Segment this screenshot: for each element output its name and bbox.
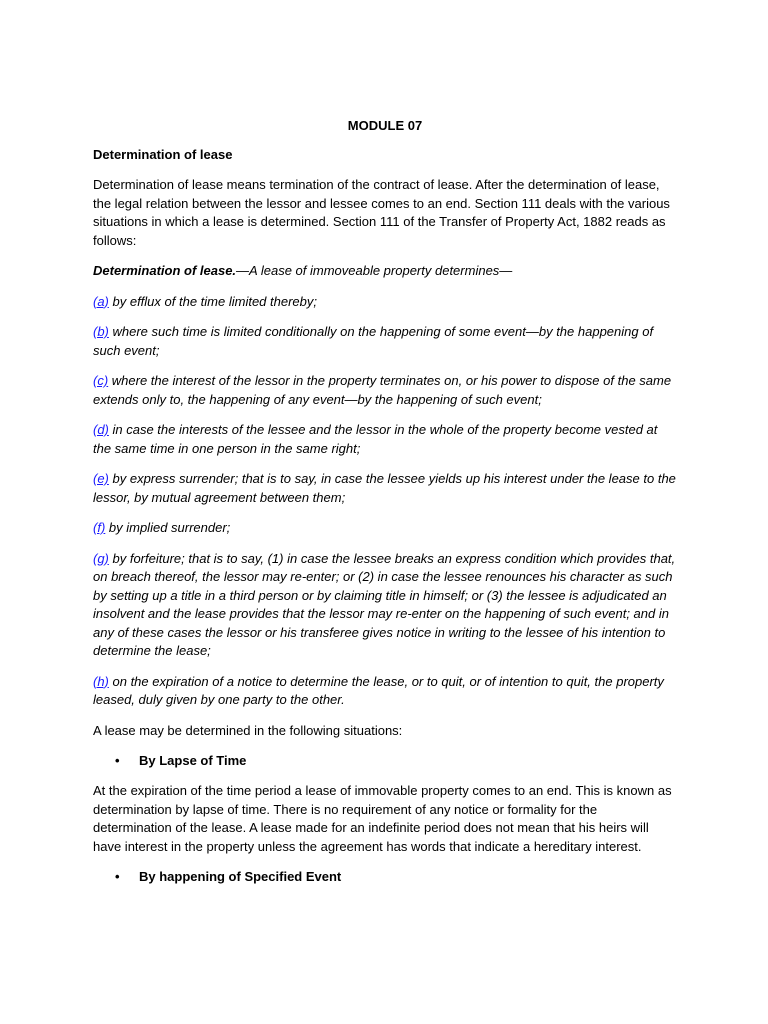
clause-c-link[interactable]: (c) (93, 373, 109, 388)
clause-a-link[interactable]: (a) (93, 293, 109, 309)
section-lead (93, 262, 677, 281)
clause-g (93, 550, 677, 661)
clause-f-link[interactable]: (f) (93, 520, 106, 535)
bullet-icon: • (115, 869, 120, 884)
clause-h (93, 673, 677, 710)
clause-b-link[interactable]: (b) (93, 324, 109, 339)
clause-b-text: where such time is limited conditionally on the happening of some event—by the happening of such event; (93, 324, 654, 358)
clause-d (93, 421, 677, 458)
clause-a-text: by efflux of the time limited thereby; (108, 293, 317, 309)
clause-e (93, 470, 677, 507)
clause-f (93, 519, 677, 538)
situations-intro: A lease may be determined in the following situations: (93, 722, 403, 738)
clause-b (93, 323, 677, 360)
bullet-item-event (93, 868, 677, 886)
clause-h-text: on the expiration of a notice to determine the lease, or to quit, or of intention to quit, the property leased, duly given by one party to the other. (93, 673, 664, 707)
section-lead-bold: Determination of lease. (93, 263, 237, 278)
clause-e-link[interactable]: (e) (93, 471, 109, 486)
clause-a (93, 293, 677, 312)
document-page (93, 117, 677, 898)
bullet-item-event-label: By happening of Specified Event (139, 869, 342, 884)
bullet-list-2 (93, 868, 677, 886)
clause-e-text: by express surrender; that is to say, in case the lessee yields up his interest under the lease to the lessor, by mutual agreement between them; (93, 471, 676, 505)
clause-c-text: where the interest of the lessor in the property terminates on, or his power to dispose of the same extends only to, the happening of any event—by the happening of such event; (93, 373, 672, 407)
clause-g-link[interactable]: (g) (93, 550, 109, 566)
clause-d-link[interactable]: (d) (93, 422, 109, 437)
clause-g-text: by forfeiture; that is to say, (1) in case the lessee breaks an express condition which provides that, on breach thereof, the lessor may re-enter; or (2) in case the lessee renounces his character as such by setting up a title in a third person or by claiming title in himself; or (3) the lessee is adjudicated an insolvent and the lease provides that the lessor may re-enter on the happening of such event; and in any of these cases the lessor or his transferee gives notice in writing to the lessee of his intention to determine the lease; (93, 550, 676, 658)
bullet-list-1 (93, 752, 677, 770)
module-title: MODULE 07 (347, 118, 423, 133)
clause-f-text: by implied surrender; (105, 520, 231, 535)
intro-paragraph: Determination of lease means termination of the contract of lease. After the determination of lease, the legal relation between the lessor and lessee comes to an end. Section 111 deals with the various situations in which a lease is determined. Section 111 of the Transfer of Property Act, 1882 reads as follows: (93, 177, 670, 248)
lapse-paragraph: At the expiration of the time period a lease of immovable property comes to an end. This is known as determination by lapse of time. There is no requirement of any notice or formality for the determination of the lease. A lease made for an indefinite period does not mean that his heirs will have interest in the property unless the agreement has words that indicate a hereditary interest. (93, 783, 672, 854)
section-lead-rest: —A lease of immoveable property determines— (236, 263, 513, 278)
section-heading: Determination of lease (93, 147, 233, 162)
clause-c (93, 372, 677, 409)
bullet-item-lapse (93, 752, 677, 770)
clause-d-text: in case the interests of the lessee and the lessor in the whole of the property become vested at the same time in one person in the same right; (93, 422, 658, 456)
bullet-icon: • (115, 753, 120, 768)
clause-h-link[interactable]: (h) (93, 673, 109, 689)
bullet-item-lapse-label: By Lapse of Time (139, 753, 247, 768)
